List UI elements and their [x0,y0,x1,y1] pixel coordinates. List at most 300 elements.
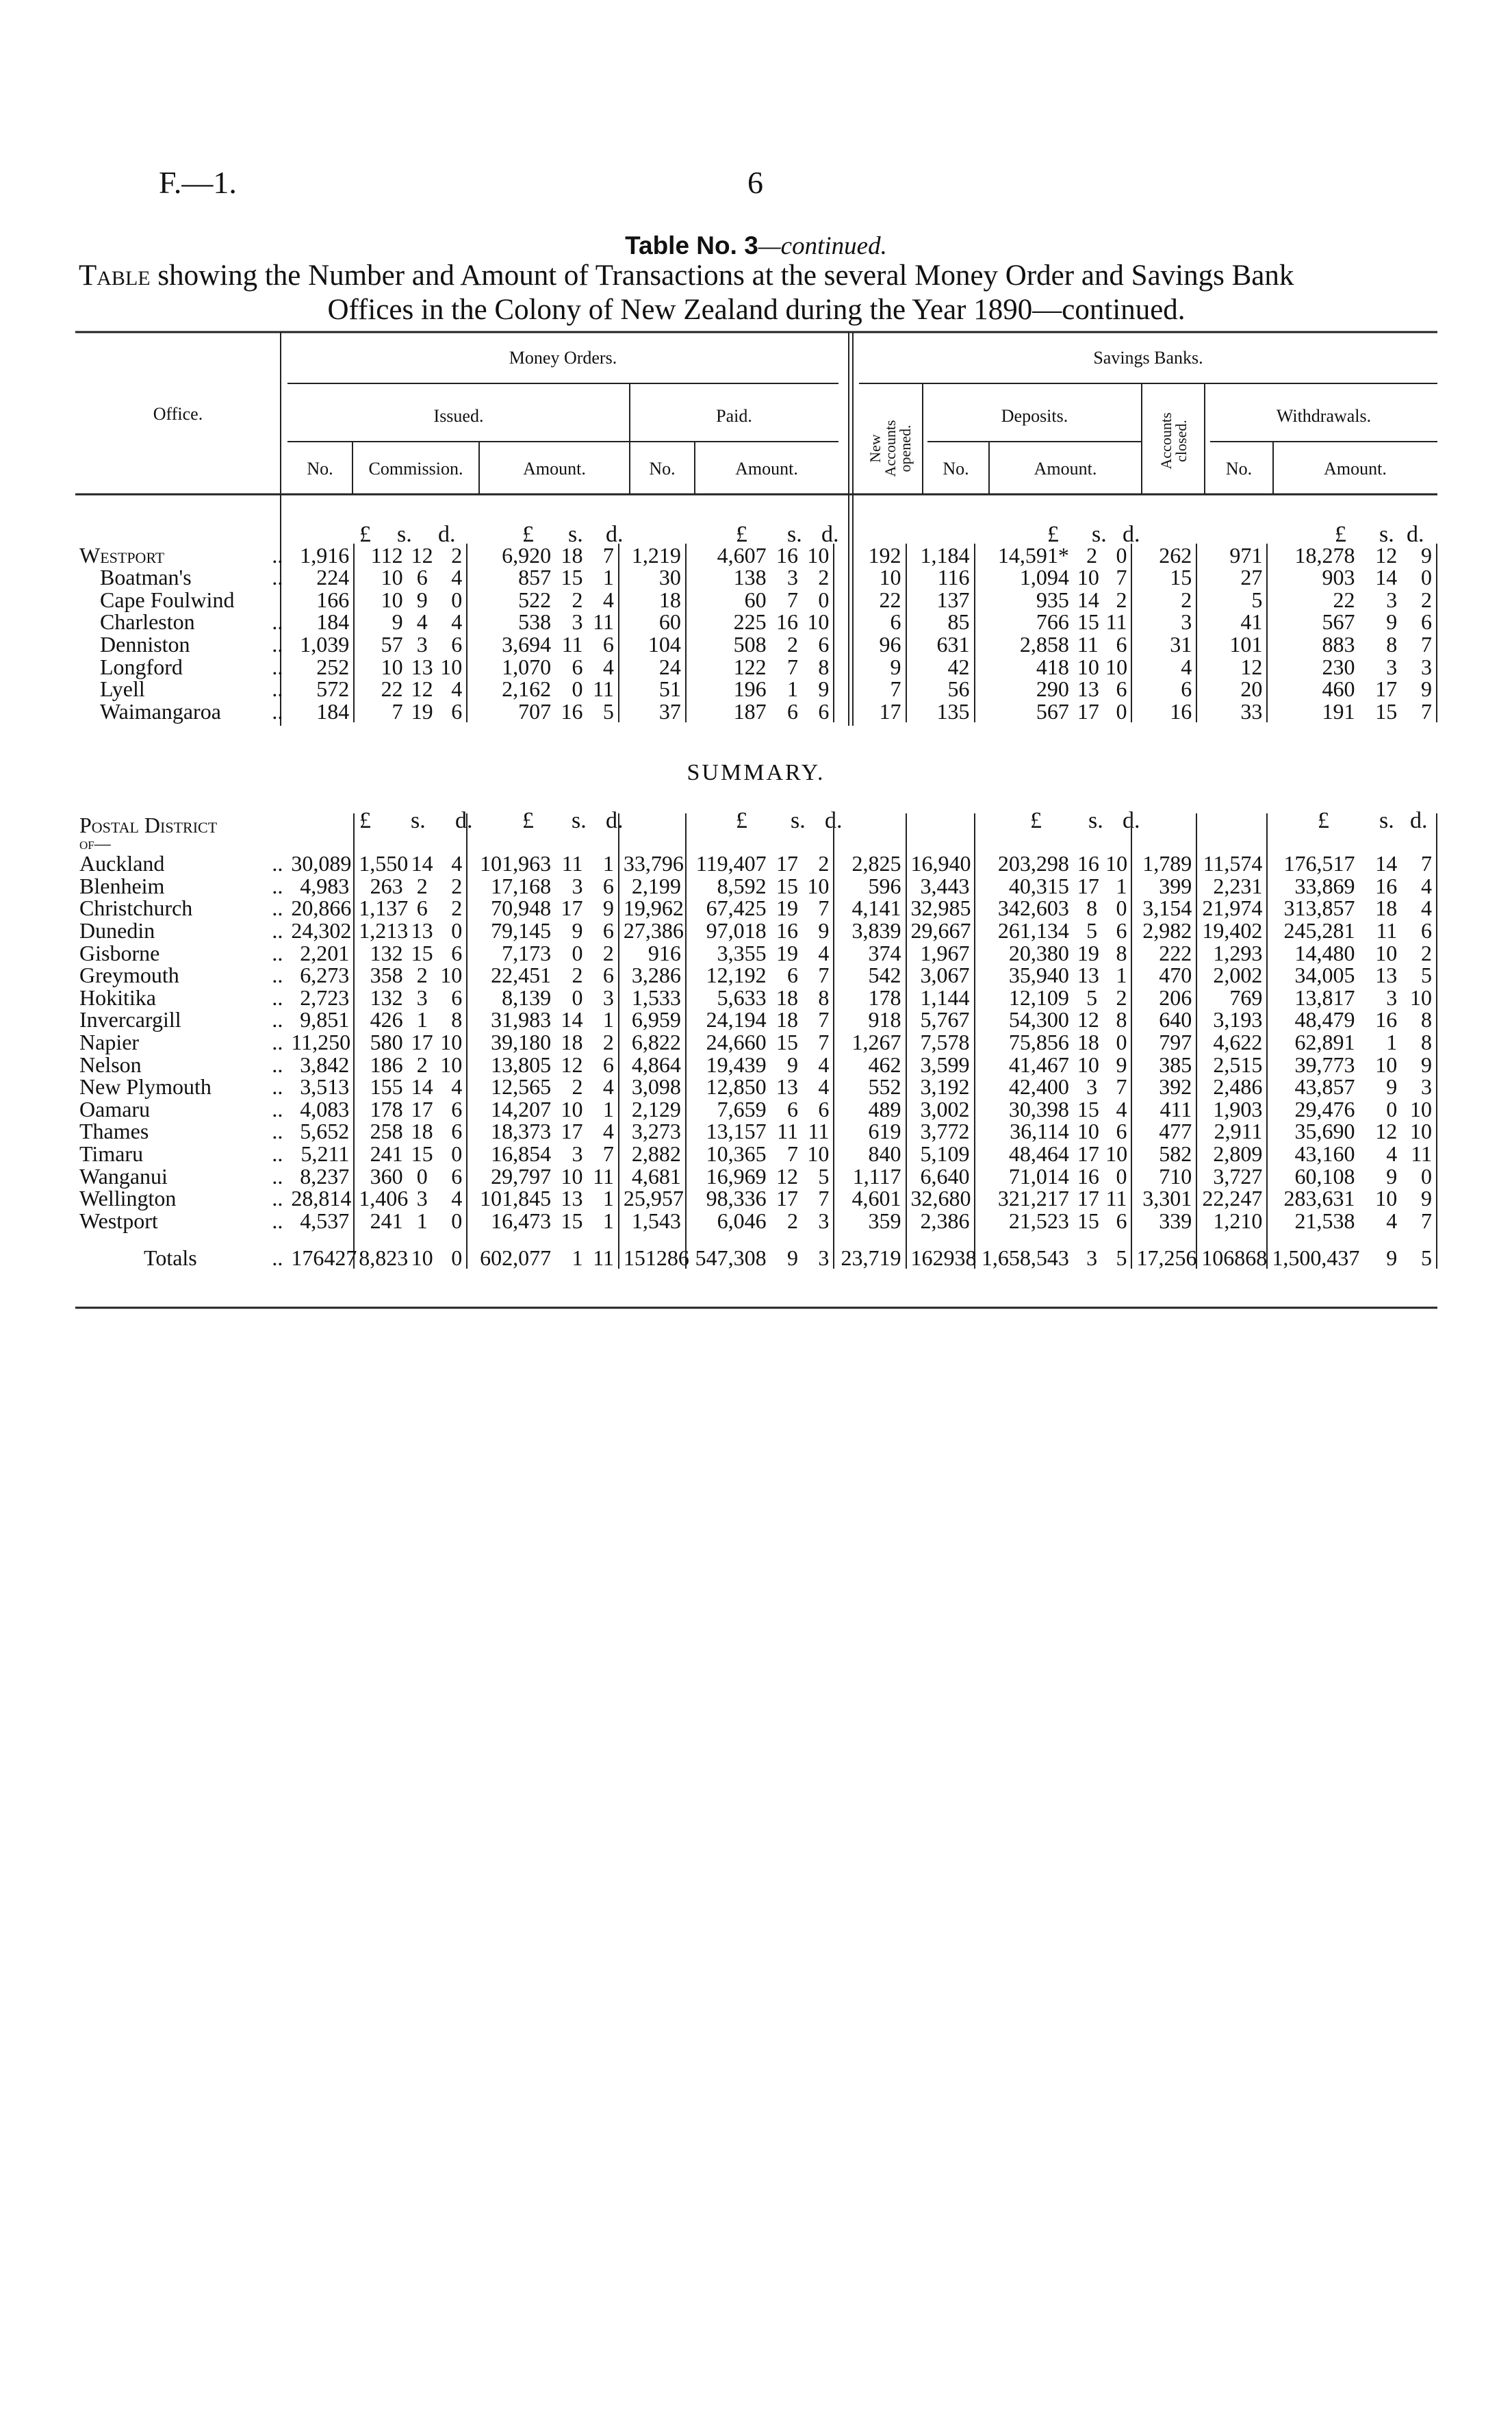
table-cell: 6 [587,874,619,897]
table-cell: 43,160 [1294,1141,1355,1166]
office-name: Greymouth [79,963,179,988]
table-cell: 35,690 [1294,1119,1355,1144]
table-cell: 15 [1131,566,1196,589]
header-money-orders: Money Orders. [509,348,617,368]
table-cell: 22,451 [491,963,552,988]
table-cell: 6,046 [717,1208,767,1233]
table-cell: 9 [1386,609,1398,635]
table-cell: 17 [411,1029,433,1054]
table-cell: 7 [1101,1076,1131,1098]
office-name-cell [75,611,287,633]
table-cell: 7 [802,1030,834,1053]
table-cell: 766 [1036,609,1069,635]
table-cell: 1 [587,1009,619,1031]
table-cell: 12 [411,542,433,568]
table-cell: 252 [287,655,354,678]
table-cell: 4 [432,566,467,589]
table-cell: 399 [1131,874,1196,897]
totals-cell: 3 [802,1241,834,1269]
table-cell: 4,864 [619,1053,686,1076]
table-cell: 358 [370,963,403,988]
table-cell [1101,836,1131,852]
table-cell: 17 [1077,698,1099,724]
table-cell [587,836,619,852]
table-cell: 2,201 [287,941,354,964]
table-cell [1267,836,1359,852]
table-cell [834,836,906,852]
table-cell: 16,473 [491,1208,552,1233]
table-cell: 178 [370,1096,403,1121]
table-cell: 36,114 [1010,1119,1069,1144]
table-cell: 2,486 [1196,1076,1267,1098]
table-cell: 2,231 [1196,874,1267,897]
table-cell: 1,789 [1131,852,1196,875]
table-cell: 10 [1401,1098,1437,1120]
office-row [75,566,1437,589]
summary-row [75,941,1437,964]
table-cell: 342,603 [997,896,1069,921]
table-cell: 16 [1077,851,1099,876]
leader-dots: .. [272,917,283,943]
table-cell [287,836,354,852]
table-cell: 1 [587,1098,619,1120]
table-cell: 6 [587,633,619,655]
table-cell: 4 [802,941,834,964]
table-cell: 640 [1131,1009,1196,1031]
table-cell: 6 [1101,1120,1131,1143]
office-name: Napier [79,1029,140,1054]
table-cell [555,1232,587,1241]
totals-cell: 151286 [619,1241,686,1269]
table-cell: 6 [786,1096,798,1121]
leader-dots: .. [272,1186,283,1211]
table-cell: 13 [1077,676,1099,702]
table-cell: 0 [1101,1165,1131,1187]
table-cell: 4 [587,1076,619,1098]
table-cell: 6,920 [502,542,552,568]
district-label-sub-text: of— [79,835,111,853]
office-row [75,633,1437,655]
table-cell: 4 [1101,1098,1131,1120]
office-name: Hokitika [79,985,156,1010]
table-cell: 12 [1077,1007,1099,1032]
table-cell: 10 [561,1096,583,1121]
table-cell: 27,386 [619,919,686,941]
table-cell [1267,813,1359,836]
table-cell: 18 [1077,1029,1099,1054]
table-cell: 16 [1077,1163,1099,1189]
table-cell: 43,857 [1294,1074,1355,1100]
table-cell: 41 [1196,611,1267,633]
caption-line-2: Offices in the Colony of New Zealand during the Year 1890—continued. [327,294,1186,326]
table-cell: 1,550 [359,851,409,876]
table-cell: 580 [370,1029,403,1054]
table-cell: 27 [1196,566,1267,589]
table-cell: 0 [1101,897,1131,920]
table-cell: 15 [411,940,433,965]
table-cell: 3 [572,609,583,635]
table-cell: 2,129 [619,1098,686,1120]
table-cell: 3,067 [906,964,975,987]
table-cell [686,836,771,852]
table-cell: 13,157 [706,1119,767,1144]
leader-dots: .. [272,654,283,679]
summary-row [75,1142,1437,1165]
table-cell: 6 [587,964,619,987]
spacer-row [75,1232,1437,1241]
unit-pound: £ [359,808,371,833]
table-cell: 22 [834,588,906,611]
table-cell: 98,336 [706,1186,767,1211]
table-cell: 2,825 [834,852,906,875]
table-cell: 4,537 [287,1209,354,1232]
table-cell: 3,772 [906,1120,975,1143]
unit-d: d. [455,808,473,833]
table-cell: 13 [1077,963,1099,988]
table-cell: 8,237 [287,1165,354,1187]
totals-cell: 547,308 [695,1245,767,1270]
page-number: 6 [747,165,763,200]
table-cell: 24,660 [706,1029,767,1054]
table-cell: 15 [1077,609,1099,635]
table-cell: 67,425 [706,896,767,921]
table-cell [1359,813,1401,836]
table-cell: 522 [518,587,552,612]
table-cell [975,836,1073,852]
table-cell: 4,083 [287,1098,354,1120]
table-cell: 11 [587,678,619,700]
table-cell: 360 [370,1163,403,1189]
table-cell: 60,108 [1294,1163,1355,1189]
table-cell: 3,273 [619,1120,686,1143]
table-cell: 31,983 [491,1007,552,1032]
table-cell [1401,1232,1437,1241]
table-cell: 3,193 [1196,1009,1267,1031]
office-name: Christchurch [79,896,193,921]
table-cell [906,1232,975,1241]
table-cell: 6,959 [619,1009,686,1031]
table-cell [1401,836,1437,852]
table-cell: 48,479 [1294,1007,1355,1032]
summary-row [75,1076,1437,1098]
table-cell [407,1232,432,1241]
table-cell: 8 [802,655,834,678]
table-cell: 1,094 [1019,565,1069,590]
table-cell: 8 [802,986,834,1009]
table-cell: 11 [802,1120,834,1143]
unit-pound: £ [1318,808,1329,833]
table-cell: 0 [1401,1165,1437,1187]
table-cell: 18 [561,542,583,568]
table-cell [287,813,354,836]
header-withdrawals-no: No. [1225,459,1253,479]
table-cell: 6,822 [619,1030,686,1053]
summary-row [75,1098,1437,1120]
table-cell: 42,400 [1008,1074,1069,1100]
office-name: Charleston [100,609,195,635]
table-cell: 0 [416,1163,428,1189]
table-cell: 3 [572,873,583,898]
table-cell: 1,184 [906,544,975,566]
table-cell: 12,192 [706,963,767,988]
table-cell [75,1232,287,1241]
table-cell: 7 [802,1187,834,1210]
table-cell [1401,813,1437,836]
table-cell: 5 [1401,964,1437,987]
table-cell: 70,948 [491,896,552,921]
table-cell: 9 [834,655,906,678]
table-cell: 39,180 [491,1029,552,1054]
summary-row [75,1120,1437,1143]
table-cell: 13,817 [1294,985,1355,1010]
table-cell: 18 [561,1029,583,1054]
table-cell: 1,267 [834,1030,906,1053]
table-cell: 0 [1101,700,1131,722]
table-cell: 2,386 [906,1209,975,1232]
table-cell: 101,963 [480,851,552,876]
table-cell [432,836,467,852]
table-cell: 184 [287,700,354,722]
office-name: Wanganui [79,1163,168,1189]
table-cell: 10 [381,587,403,612]
office-name: Boatman's [100,565,192,590]
table-cell [686,813,771,836]
table-cell: 8,139 [502,985,552,1010]
table-cell [354,813,407,836]
table-cell: 5 [802,1165,834,1187]
table-cell: 4 [432,611,467,633]
table-cell: 10 [802,544,834,566]
table-cell: 11,250 [287,1030,354,1053]
table-cell: 6 [587,919,619,941]
office-name-cell [75,700,287,722]
table-cell: 572 [287,678,354,700]
table-cell: 15 [1375,698,1398,724]
table-cell: 15 [1077,1096,1099,1121]
office-name: Westport [79,542,165,568]
office-name-cell [75,678,287,700]
table-cell: 5,767 [906,1009,975,1031]
header-issued-amount: Amount. [523,459,586,479]
table-cell: 1 [587,1187,619,1210]
table-cell: 19 [776,896,798,921]
table-cell [802,813,834,836]
table-cell: 19,439 [706,1052,767,1077]
table-cell [555,836,587,852]
table-cell: 29,667 [906,919,975,941]
table-cell: 10 [802,874,834,897]
leader-dots: .. [272,1245,283,1270]
table-cell: 710 [1131,1165,1196,1187]
table-cell: 7 [1401,1209,1437,1232]
table-cell: 29,797 [491,1163,552,1189]
leader-dots: .. [272,1141,283,1166]
table-cell: 385 [1131,1053,1196,1076]
table-cell: 2,809 [1196,1142,1267,1165]
office-name-cell [75,874,287,897]
table-cell: 6 [834,611,906,633]
office-name-cell [75,986,287,1009]
office-name-cell [75,964,287,987]
leader-dots: .. [272,1007,283,1032]
table-cell: 2 [416,1052,428,1077]
table-cell: 10 [432,655,467,678]
table-cell: 261,134 [997,917,1069,943]
table-cell: 9,851 [287,1009,354,1031]
table-cell: 3 [802,1209,834,1232]
leader-dots: .. [272,1096,283,1121]
leader-dots: .. [272,1163,283,1189]
table-cell: 17 [834,700,906,722]
table-cell: 4 [1401,897,1437,920]
table-cell: 12 [776,1163,798,1189]
table-cell: 1,117 [834,1165,906,1187]
table-cell: 0 [802,588,834,611]
table-cell: 797 [1131,1030,1196,1053]
leader-dots: .. [272,851,283,876]
table-cell: 10 [834,566,906,589]
table-cell: 25,957 [619,1187,686,1210]
table-cell: 13 [561,1186,583,1211]
table-cell: 6 [802,700,834,722]
table-cell: 1,039 [287,633,354,655]
table-cell: 39,773 [1294,1052,1355,1077]
table-cell: 18,278 [1294,542,1355,568]
table-cell: 1,144 [906,986,975,1009]
table-cell: 9 [1401,1187,1437,1210]
table-cell: 13 [411,917,433,943]
totals-cell: 602,077 [480,1245,552,1270]
table-cell: 8 [1401,1030,1437,1053]
totals-cell: 17,256 [1131,1241,1196,1269]
table-cell: 2,911 [1196,1120,1267,1143]
table-cell [619,813,686,836]
table-title-continued: —continued. [758,232,887,260]
office-name-cell [75,941,287,964]
table-cell: 135 [906,700,975,722]
office-name-cell [75,1053,287,1076]
table-cell: 11 [587,1165,619,1187]
table-cell [1073,1232,1101,1241]
table-cell: 3 [416,631,428,657]
table-cell: 40,315 [1008,873,1069,898]
table-cell: 9 [1401,678,1437,700]
table-cell: 3,694 [502,631,552,657]
table-cell: 2,515 [1196,1053,1267,1076]
table-cell: 1 [786,676,798,702]
page-reference: F.—1. [159,165,237,200]
table-cell: 10 [1375,1186,1398,1211]
table-cell [1073,836,1101,852]
office-name-cell [75,655,287,678]
table-cell: 13 [1375,963,1398,988]
table-cell: 33,796 [619,852,686,875]
table-cell: 203,298 [997,851,1069,876]
table-cell: 11 [1101,1187,1131,1210]
table-cell: 15 [561,565,583,590]
table-cell: 31 [1131,633,1196,655]
table-cell: 0 [432,1142,467,1165]
unit-s: s. [397,522,412,547]
unit-d: d. [438,522,456,547]
table-cell: 916 [619,941,686,964]
table-cell: 7 [1101,566,1131,589]
leader-dots: .. [272,1052,283,1077]
table-cell: 5,211 [287,1142,354,1165]
table-cell: 101,845 [480,1186,552,1211]
leader-dots: .. [272,940,283,965]
table-cell: 2 [1131,588,1196,611]
unit-pound: £ [736,808,747,833]
district-label-row [75,813,1437,836]
table-cell: 552 [834,1076,906,1098]
unit-pound: £ [1335,522,1346,547]
office-name-cell [75,919,287,941]
table-cell: 15 [1077,1208,1099,1233]
office-name: Nelson [79,1052,142,1077]
table-cell: 7 [786,654,798,679]
table-cell: 11 [587,611,619,633]
table-cell: 2 [1086,542,1098,568]
table-cell [1359,1232,1401,1241]
table-cell: 0 [1386,1096,1398,1121]
table-cell: 11 [1101,611,1131,633]
table-cell: 11 [1077,631,1099,657]
table-cell: 9 [802,919,834,941]
leader-dots: .. [272,542,283,568]
office-name-cell [75,566,287,589]
table-cell: 9 [587,897,619,920]
table-cell: 3 [1131,611,1196,633]
table-cell: 16 [1131,700,1196,722]
office-name: Gisborne [79,940,160,965]
table-cell: 6,640 [906,1165,975,1187]
office-name-cell [75,1076,287,1098]
table-cell: 9 [786,1052,798,1077]
table-cell: 0 [572,985,583,1010]
table-cell: 3,192 [906,1076,975,1098]
office-name: Waimangaroa [100,698,221,724]
table-cell: 6 [786,698,798,724]
table-cell: 184 [287,611,354,633]
table-cell: 24 [619,655,686,678]
table-cell: 116 [906,566,975,589]
table-cell: 15 [776,1029,798,1054]
office-row [75,588,1437,611]
table-cell: 33 [1196,700,1267,722]
table-cell: 538 [518,609,552,635]
table-cell: 542 [834,964,906,987]
table-cell: 8,592 [717,873,767,898]
table-cell: 22 [1333,587,1355,612]
table-cell: 3 [1386,587,1398,612]
office-name: Westport [79,1208,158,1233]
table-cell [834,813,906,836]
header-withdrawals: Withdrawals. [1276,406,1372,426]
table-cell: 12 [411,676,433,702]
totals-cell: 3 [1086,1245,1098,1270]
table-cell [432,813,467,836]
summary-row [75,1209,1437,1232]
table-cell: 14 [561,1007,583,1032]
table-cell: 567 [1322,609,1355,635]
table-cell [619,1232,686,1241]
table-cell: 4 [802,1076,834,1098]
table-cell: 2 [432,897,467,920]
table-cell: 14 [1077,587,1099,612]
office-name: Wellington [79,1186,177,1211]
table-cell: 18 [1375,896,1398,921]
